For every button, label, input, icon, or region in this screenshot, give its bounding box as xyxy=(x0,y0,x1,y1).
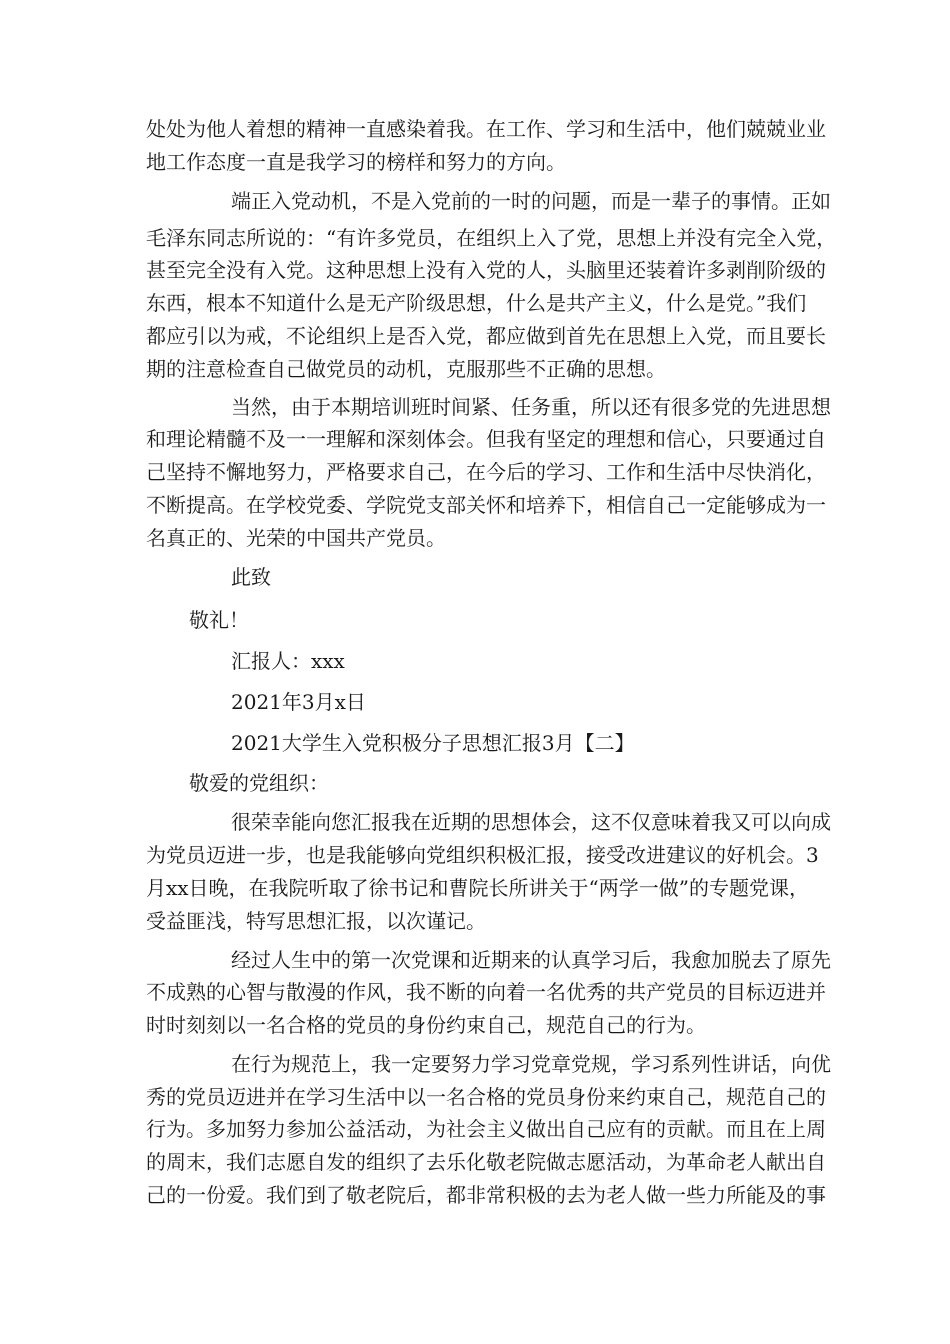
text-line: 毛泽东同志所说的：“有许多党员，在组织上入了党，思想上并没有完全入党， xyxy=(146,226,837,250)
text-line: 2021年3月x日 xyxy=(231,690,366,714)
text-line: 时时刻刻以一名合格的党员的身份约束自己，规范自己的行为。 xyxy=(146,1013,706,1037)
text-line: 己的一份爱。我们到了敬老院后，都非常积极的去为老人做一些力所能及的事 xyxy=(146,1183,826,1207)
text-line: 汇报人：xxx xyxy=(231,649,345,673)
text-line: 东西，根本不知道什么是无产阶级思想，什么是共产主义，什么是党。”我们 xyxy=(146,291,807,315)
text-line: 处处为他人着想的精神一直感染着我。在工作、学习和生活中，他们兢兢业业 xyxy=(146,117,826,141)
text-line: 不断提高。在学校党委、学院党支部关怀和培养下，相信自己一定能够成为一 xyxy=(146,493,826,517)
text-line: 敬礼！ xyxy=(189,608,249,632)
text-line: 端正入党动机，不是入党前的一时的问题，而是一辈子的事情。正如 xyxy=(231,189,831,213)
text-line: 期的注意检查自己做党员的动机，克服那些不正确的思想。 xyxy=(146,357,666,381)
text-line: 此致 xyxy=(231,565,271,589)
text-line: 经过人生中的第一次党课和近期来的认真学习后，我愈加脱去了原先 xyxy=(231,948,831,972)
text-line: 受益匪浅，特写思想汇报，以次谨记。 xyxy=(146,909,486,933)
text-line: 的周末，我们志愿自发的组织了去乐化敬老院做志愿活动，为革命老人献出自 xyxy=(146,1150,826,1174)
text-line: 2021大学生入党积极分子思想汇报3月【二】 xyxy=(231,731,635,755)
text-line: 和理论精髓不及一一理解和深刻体会。但我有坚定的理想和信心，只要通过自 xyxy=(146,427,826,451)
text-line: 为党员迈进一步，也是我能够向党组织积极汇报，接受改进建议的好机会。3 xyxy=(146,843,819,867)
text-line: 己坚持不懈地努力，严格要求自己，在今后的学习、工作和生活中尽快消化， xyxy=(146,460,826,484)
text-line: 敬爱的党组织： xyxy=(189,771,329,795)
text-line: 秀的党员迈进并在学习生活中以一名合格的党员身份来约束自己，规范自己的 xyxy=(146,1085,826,1109)
text-line: 月xx日晚，在我院听取了徐书记和曹院长所讲关于“两学一做”的专题党课， xyxy=(146,876,810,900)
text-line: 甚至完全没有入党。这种思想上没有入党的人，头脑里还装着许多剥削阶级的 xyxy=(146,258,826,282)
text-line: 在行为规范上，我一定要努力学习党章党规，学习系列性讲话，向优 xyxy=(231,1052,831,1076)
text-line: 名真正的、光荣的中国共产党员。 xyxy=(146,526,446,550)
text-line: 都应引以为戒，不论组织上是否入党，都应做到首先在思想上入党，而且要长 xyxy=(146,324,826,348)
text-line: 地工作态度一直是我学习的榜样和努力的方向。 xyxy=(146,150,566,174)
text-line: 行为。多加努力参加公益活动，为社会主义做出自己应有的贡献。而且在上周 xyxy=(146,1117,826,1141)
text-line: 很荣幸能向您汇报我在近期的思想体会，这不仅意味着我又可以向成 xyxy=(231,810,831,834)
text-line: 当然，由于本期培训班时间紧、任务重，所以还有很多党的先进思想 xyxy=(231,395,831,419)
text-line: 不成熟的心智与散漫的作风，我不断的向着一名优秀的共产党员的目标迈进并 xyxy=(146,980,826,1004)
